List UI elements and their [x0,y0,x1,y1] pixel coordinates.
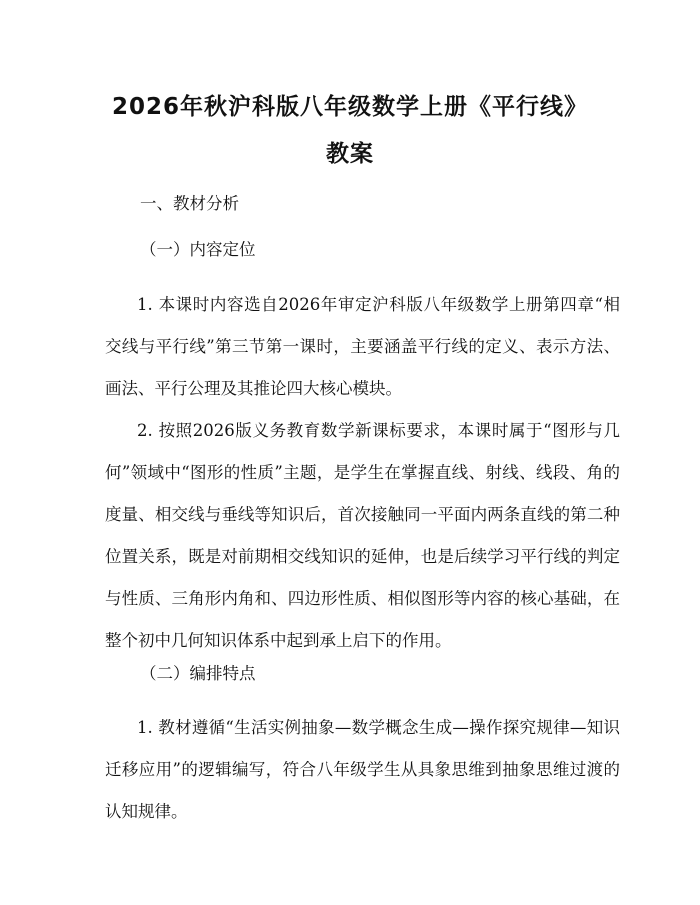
paragraph-curriculum-standard: 2. 按照2026版义务教育数学新课标要求，本课时属于“图形与几何”领域中“图形的性质”主题，是学生在掌握直线、射线、线段、角的度量、相交线与垂线等知识后，首次接触同一平面内两条直线的第二种位置关系，既是对前期相交线知识的延伸，也是后续学习平行线的判定与性质、三角形内角和、四边形性质、相似图形等内容的核心基础，在整个初中几何知识体系中起到承上启下的作用。 [105,421,620,650]
section-heading-teaching-material-analysis: 一、教材分析 [140,194,239,213]
document-title-line-2: 教案 [326,141,374,167]
paragraph-content-source: 1. 本课时内容选自2026年审定沪科版八年级数学上册第四章“相交线与平行线”第三节第一课时，主要涵盖平行线的定义、表示方法、画法、平行公理及其推论四大核心模块。 [105,295,620,398]
subsection-heading-content-positioning: （一）内容定位 [140,240,256,259]
subsection-heading-layout-features: （二）编排特点 [140,664,256,683]
document-title-line-1: 2026年秋沪科版八年级数学上册《平行线》 [111,94,588,120]
paragraph-textbook-logic: 1. 教材遵循“生活实例抽象—数学概念生成—操作探究规律—知识迁移应用”的逻辑编写，符合八年级学生从具象思维到抽象思维过渡的认知规律。 [105,718,620,821]
